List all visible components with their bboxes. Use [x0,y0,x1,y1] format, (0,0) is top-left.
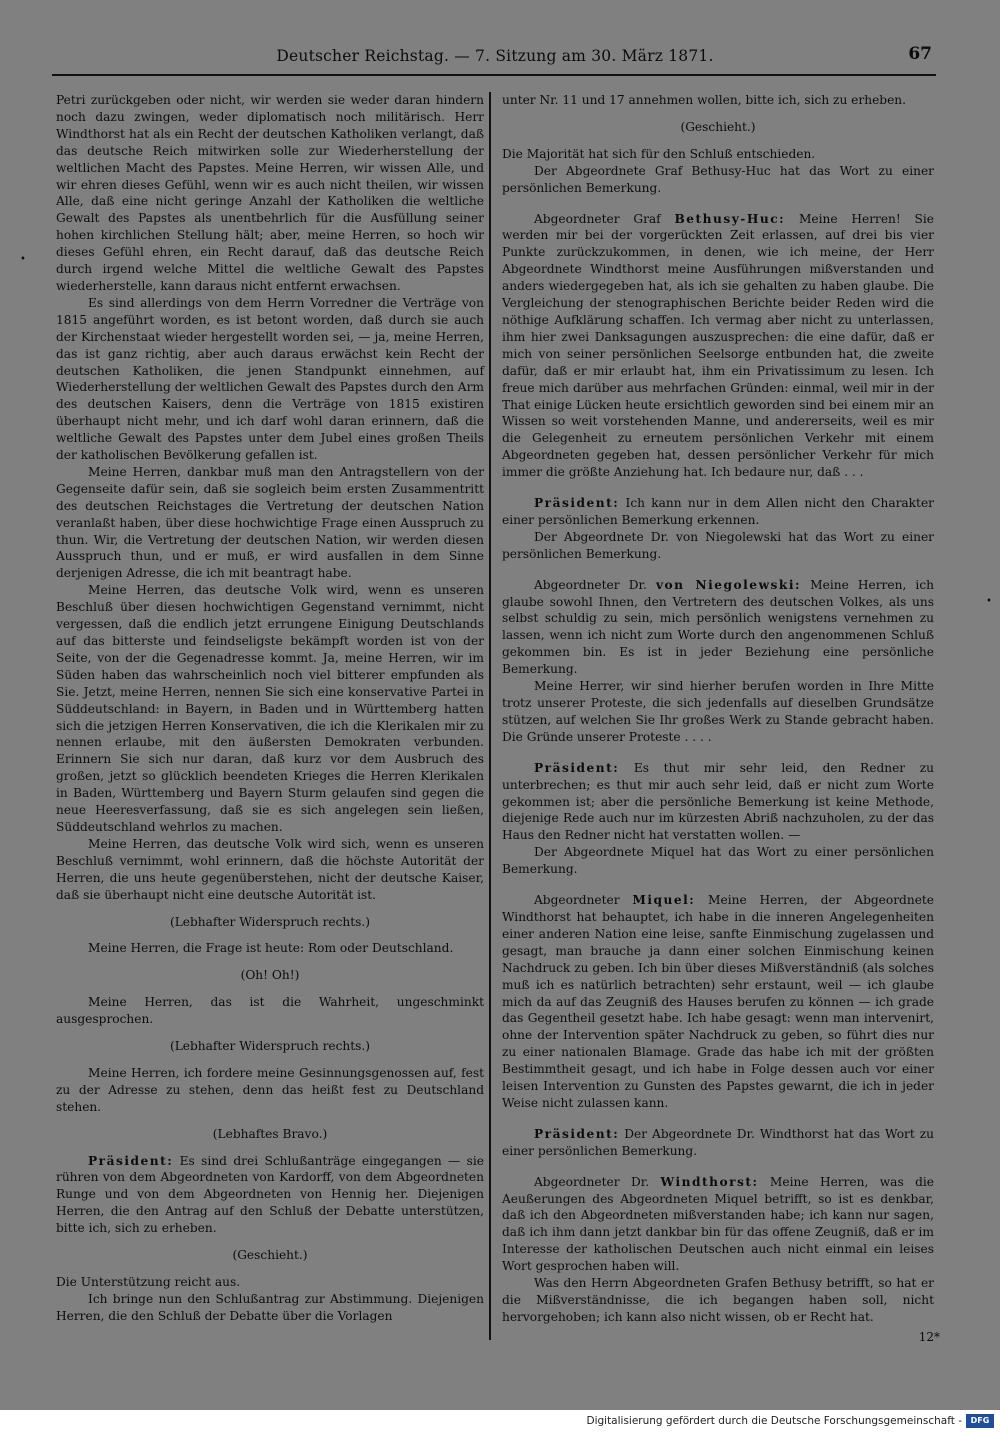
paragraph-text: Ich kann nur in dem Allen nicht den Charakter einer persönlichen Bemerkung erkennen. [502,496,934,527]
paragraph [502,163,934,197]
paragraph-text: Meine Herren, ich glaube sowohl Ihnen, den Vertretern des deutschen Volkes, als uns selbst schuldig zu sein, mich persönlich wenigstens vernehmen zu lassen, wenn ich nicht zum Worte durch den angenommenen Schluß gekommen bin. Es ist in jeder Beziehung eine persönliche Bemerkung. [502,577,935,677]
paragraph [56,92,484,295]
paragraph-text: Der Abgeordnete Graf Bethusy-Huc hat das Wort zu einer persönlichen Bemerkung. [502,163,934,195]
paragraph [56,914,484,931]
paragraph [56,295,484,464]
speaker-title: Abgeordneter [534,893,620,908]
paragraph-text: Ich bringe nun den Schlußantrag zur Abstimmung. Diejenigen Herren, die den Schluß der Debatte über die Vorlagen [56,1291,484,1323]
paragraph [502,119,934,136]
header-rule [52,74,936,76]
paragraph [56,1274,484,1291]
paragraph [56,836,484,904]
paragraph [502,146,934,163]
paragraph [56,994,484,1028]
right-column [502,92,934,1326]
signature-mark: 12* [918,1330,940,1344]
paragraph [502,529,934,563]
paragraph [502,495,934,529]
page-number: 67 [908,44,932,64]
paragraph-text: Meine Herren, was die Aeußerungen des Abgeordneten Miquel betrifft, so ist es denkbar, daß ich den Abgeordneten mißverstanden habe; ich kann nur sagen, daß ich ihm dann jetzt dankbar bin für das offene Zeugniß, daß er im Interesse der katholischen Deutschen auch nicht einmal ein leises Wort gesprochen haben will. [502,1174,935,1274]
speaker-name: Präsident: [534,760,620,775]
credit-text: Digitalisierung gefördert durch die Deutsche Forschungsgemeinschaft - [586,1415,962,1427]
paragraph [56,582,484,836]
page-header [50,44,940,72]
paragraph [56,1038,484,1055]
speaker-name: Windthorst: [660,1174,759,1189]
paragraph-text: Der Abgeordnete Dr. von Niegolewski hat das Wort zu einer persönlichen Bemerkung. [502,529,934,561]
speaker-title: Abgeordneter Dr. [534,1174,650,1189]
speaker-name: Präsident: [534,1126,620,1141]
speaker-name: Präsident: [88,1153,174,1168]
paragraph-text: Meine Herren, ich fordere meine Gesinnungsgenossen auf, fest zu der Adresse zu stehen, denn das heißt fest zu Deutschland stehen. [56,1065,484,1114]
paragraph-text: Der Abgeordnete Dr. Windthorst hat das Wort zu einer persönlichen Bemerkung. [502,1126,935,1158]
speaker-name: Bethusy-Huc: [674,211,786,226]
margin-speck-right: • [986,596,992,607]
credit-bar [0,1410,1000,1432]
paragraph-text: Die Unterstützung reicht aus. [56,1275,241,1289]
paragraph-text: Die Majorität hat sich für den Schluß entschieden. [502,146,816,161]
speaker-title: Abgeordneter Dr. [534,577,647,592]
paragraph [502,1126,934,1160]
paragraph [56,1065,484,1116]
paragraph-text: (Lebhaftes Bravo.) [212,1126,328,1141]
paragraph [502,892,934,1112]
paragraph [56,1247,484,1264]
paragraph [502,211,934,482]
speaker-name: von Niegolewski: [655,577,801,592]
paragraph-text: Meine Herren, das ist die Wahrheit, ungeschminkt ausgesprochen. [56,995,484,1027]
paragraph-text: Meine Herren, die Frage ist heute: Rom oder Deutschland. [88,941,454,956]
paragraph-text: (Lebhafter Widerspruch rechts.) [169,1039,371,1054]
paragraph-text: Der Abgeordnete Miquel hat das Wort zu einer persönlichen Bemerkung. [502,845,934,877]
left-column [56,92,484,1325]
paragraph [56,967,484,984]
paragraph-text: Meine Herren, der Abgeordnete Windthorst hat behauptet, ich habe in die inneren Angelegenheiten einer anderen Nation eine leise, sanfte Einmischung zugelassen und gesagt, man brauche ja dann einer solchen Einmischung keinen Nachdruck zu geben. Ich bin über dieses Mißverständniß (als solches muß ich es natürlich betrachten) sehr erstaunt, weil — ich glaube mich da auf das Zeugniß des Hauses berufen zu können — ich grade das Gegentheil gesetzt habe. Ich habe gesagt: wenn man intervenirt, ohne der Intervention später Nachdruck zu geben, so führt dies nur zu einer nationalen Blamage. Grade das habe ich mit der größten Bestimmtheit gesagt, und ich habe in Folge dessen auch vor einer leisen Intervention zu Gunsten des Papstes gewarnt, die ich in jeder Weise nicht zulassen kann. [502,893,935,1110]
paragraph [502,1275,934,1326]
paragraph [56,1291,484,1325]
paragraph-text: (Geschieht.) [232,1248,308,1263]
paragraph-text: Meine Herren, dankbar muß man den Antragstellern von der Gegenseite dafür sein, daß sie sogleich beim ersten Zusammentritt des deutschen Reichstages die Vertretung der deutschen Nation veranlaßt haben, über diese hochwichtige Frage einen Ausspruch zu thun. Wir, die Vertretung der deutschen Nation, wir werden diesen Ausspruch thun, und er muß, er wird ausfallen in dem Sinne derjenigen Adresse, die ich mit beantragt habe. [56,464,484,581]
paragraph [56,1126,484,1143]
paragraph-text: unter Nr. 11 und 17 annehmen wollen, bitte ich, sich zu erheben. [502,93,907,107]
paragraph-text: Es sind drei Schlußanträge eingegangen — sie rühren von dem Abgeordneten von Kardorff, von dem Abgeordneten Runge und von dem Abgeordneten von Hennig her. Diejenigen Herren, die den Antrag auf den Schluß der Debatte unterstützen, bitte ich, sich zu erheben. [56,1153,484,1236]
paragraph-text: Was den Herrn Abgeordneten Grafen Bethusy betrifft, so hat er die Mißverständnisse, die ich begangen haben soll, nicht hervorgehoben; ich kann also nicht wissen, ob er Recht hat. [502,1276,934,1324]
paragraph-text: (Oh! Oh!) [240,968,300,983]
paragraph [502,844,934,878]
paragraph [502,92,934,109]
paragraph [502,577,934,678]
paragraph-text: Es thut mir sehr leid, den Redner zu unterbrechen; es thut mir auch sehr leid, daß er nicht zum Worte gekommen ist; aber die persönliche Bemerkung ist keine Methode, diejenige Rede auch nur im kürzesten Abriß nachzuholen, zu der das Haus den Redner nicht hat verstatten wollen. — [502,760,934,843]
dfg-logo: DFG [966,1414,994,1428]
paragraph-text: Meine Herren, das deutsche Volk wird, wenn es unseren Beschluß über diesen hochwichtigen Gegenstand vernimmt, nicht vergessen, daß die endlich jetzt errungene Einigung Deutschlands auf das bitterste und feindseligste bekämpft worden ist von der Seite, von der die Gegenadresse kommt. Ja, meine Herren, wir im Süden haben das wahrscheinlich noch viel bitterer empfunden als Sie. Jetzt, meine Herren, nennen Sie sich eine konservative Partei in Süddeutschland: in Bayern, in Baden und in Württemberg hatten sich die jetzigen Herren Konservativen, die ich die Klerikalen mir zu nennen erlaube, mit den äußersten Demokraten verbunden. Erinnern Sie sich nur daran, daß kurz vor dem Ausbruch des großen, jetzt so glücklich beendeten Krieges die Herren Klerikalen in Baden, Württemberg und Bayern Sturm gelaufen sind gegen die neue Heeresverfassung, daß sie es sich angelegen sein ließen, Süddeutschland wehrlos zu machen. [56,583,484,834]
paragraph-text: (Geschieht.) [680,119,756,134]
speaker-title: Abgeordneter Graf [534,211,661,226]
paragraph [502,760,934,845]
paragraph [56,940,484,957]
running-title: Deutscher Reichstag. — 7. Sitzung am 30. März 1871. [276,47,714,65]
paragraph [56,1153,484,1238]
paragraph [502,678,934,746]
paragraph [502,1174,934,1275]
paragraph-text: Petri zurückgeben oder nicht, wir werden sie weder daran hindern noch dazu zwingen, weder diplomatisch noch militärisch. Herr Windthorst hat als ein Recht der deutschen Katholiken verlangt, daß das deutsche Reich mitwirken solle zur Wiederherstellung der weltlichen Macht des Papstes. Meine Herren, wir wissen Alle, und wir ehren dieses Gefühl, wenn wir es auch nicht theilen, wir wissen Alle, daß eine nicht geringe Anzahl der Katholiken die weltliche Gewalt des Papstes als unentbehrlich für die Ausfüllung seiner hohen kirchlichen Stellung hält; aber, meine Herren, so hoch wir dieses Gefühl ehren, ein Recht darauf, daß das deutsche Reich durch irgend welche Mittel die weltliche Gewalt des Papstes wiederherstelle, kann daraus nicht entfernt erwachsen. [56,93,484,293]
paragraph-text: (Lebhafter Widerspruch rechts.) [169,914,371,929]
speaker-name: Präsident: [534,496,620,511]
speaker-name: Miquel: [632,893,696,908]
paragraph-text: Meine Herren! Sie werden mir bei der vorgerückten Zeit erlassen, auf drei bis vier Punkte zurückzukommen, in denen, wie ich meine, der Herr Abgeordnete Windthorst meine Ausführungen mißverstanden und anders wiedergegeben hat, als ich sie gehalten zu haben glaube. Die Vergleichung der stenographischen Berichte beider Reden wird die nöthige Aufklärung schaffen. Ich vermag aber nicht zu unterlassen, ihm hier zwei Danksagungen auszusprechen: die eine dafür, daß er mich von seiner persönlichen Seelsorge entbunden hat, die zweite dafür, daß er mir erlaubt hat, ihm ein Privatissimum zu lesen. Ich freue mich darüber aus mehrfachen Gründen: einmal, weil mir in der That einige Lücken heute ersichtlich geworden sind bei einem mir an Wissen so weit vorstehenden Manne, und andererseits, weil es mir die Gelegenheit zu erneutem persönlichen Verkehr mit einem Abgeordneten gegeben hat, dessen persönlicher Verkehr für mich immer die größte Anziehung hat. Ich bedaure nur, daß . . . [502,211,935,480]
paragraph-text: Es sind allerdings von dem Herrn Vorredner die Verträge von 1815 angeführt worden, es ist betont worden, daß durch sie auch der Kirchenstaat wieder hergestellt worden sei, — ja, meine Herren, das ist ganz richtig, aber auch daraus erwächst kein Recht der deutschen Katholiken, die jenen Standpunkt einnehmen, auf Wiederherstellung der weltlichen Gewalt des Papstes durch den Arm des deutschen Kaisers, denn die Verträge von 1815 existiren überhaupt nicht mehr, und ich darf wohl daran erinnern, daß die weltliche Gewalt des Papstes unter dem Jubel eines großen Theils der katholischen Bevölkerung gefallen ist. [56,295,484,463]
margin-speck-left: • [20,254,26,265]
column-divider [489,92,491,1340]
paragraph-text: Meine Herrer, wir sind hierher berufen worden in Ihre Mitte trotz unserer Proteste, die sich jedenfalls auf dieselben Grundsätze stützen, auf welchen Sie Ihr großes Werk zu Stande gebracht haben. Die Gründe unserer Proteste . . . . [502,679,934,744]
paragraph [56,464,484,582]
paragraph-text: Meine Herren, das deutsche Volk wird sich, wenn es unseren Beschluß vernimmt, wohl erinnern, daß die höchste Autorität der Herren, die uns heute gegenüberstehen, nicht der deutsche Kaiser, daß sie überhaupt nicht eine deutsche Autorität ist. [56,836,484,902]
